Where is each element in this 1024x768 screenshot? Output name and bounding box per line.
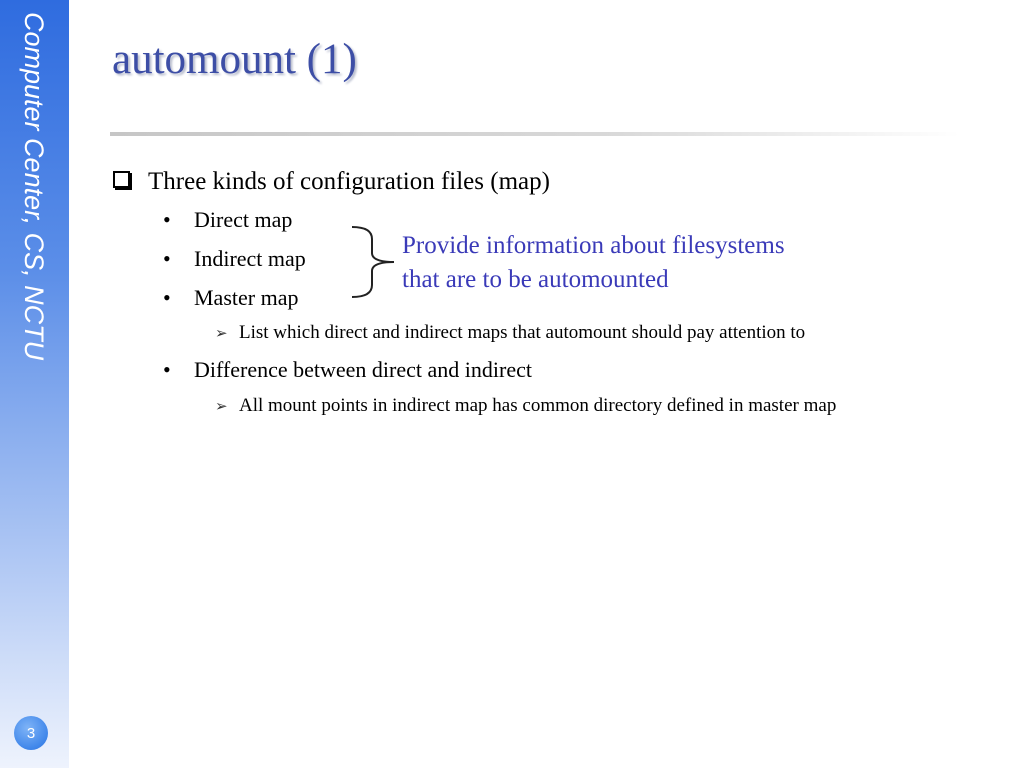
callout-note bbox=[402, 229, 785, 297]
main-bullet bbox=[113, 166, 550, 198]
master-map-item: Master map bbox=[194, 285, 299, 310]
bullet-dot-icon: • bbox=[163, 246, 171, 271]
direct-map-item: Direct map bbox=[194, 207, 293, 232]
list-item bbox=[163, 206, 292, 234]
list-item bbox=[215, 321, 805, 346]
bullet-dot-icon: • bbox=[163, 285, 171, 310]
page-number-badge: 3 bbox=[14, 716, 48, 750]
bullet-dot-icon: • bbox=[163, 207, 171, 232]
sidebar bbox=[0, 0, 69, 768]
bullet-dot-icon: • bbox=[163, 357, 171, 382]
difference-note: All mount points in indirect map has common directory defined in master map bbox=[239, 395, 837, 416]
list-item bbox=[163, 245, 306, 273]
callout-line: Provide information about filesystems bbox=[402, 232, 785, 259]
list-item bbox=[163, 356, 532, 384]
list-item bbox=[163, 284, 298, 312]
right-brace-icon bbox=[350, 225, 398, 299]
arrow-bullet-icon: ➢ bbox=[215, 399, 228, 415]
checkbox-bullet-icon bbox=[113, 171, 130, 188]
title-divider bbox=[110, 132, 960, 136]
master-map-note: List which direct and indirect maps that automount should pay attention to bbox=[239, 322, 806, 343]
arrow-bullet-icon: ➢ bbox=[215, 326, 228, 342]
list-item bbox=[215, 394, 836, 419]
main-bullet-text: Three kinds of configuration files (map) bbox=[148, 168, 550, 195]
difference-item: Difference between direct and indirect bbox=[194, 357, 532, 382]
sidebar-label: Computer Center, CS, NCTU bbox=[19, 12, 49, 361]
callout-line: that are to be automounted bbox=[402, 266, 669, 293]
slide-title: automount (1) bbox=[112, 36, 357, 83]
indirect-map-item: Indirect map bbox=[194, 246, 306, 271]
